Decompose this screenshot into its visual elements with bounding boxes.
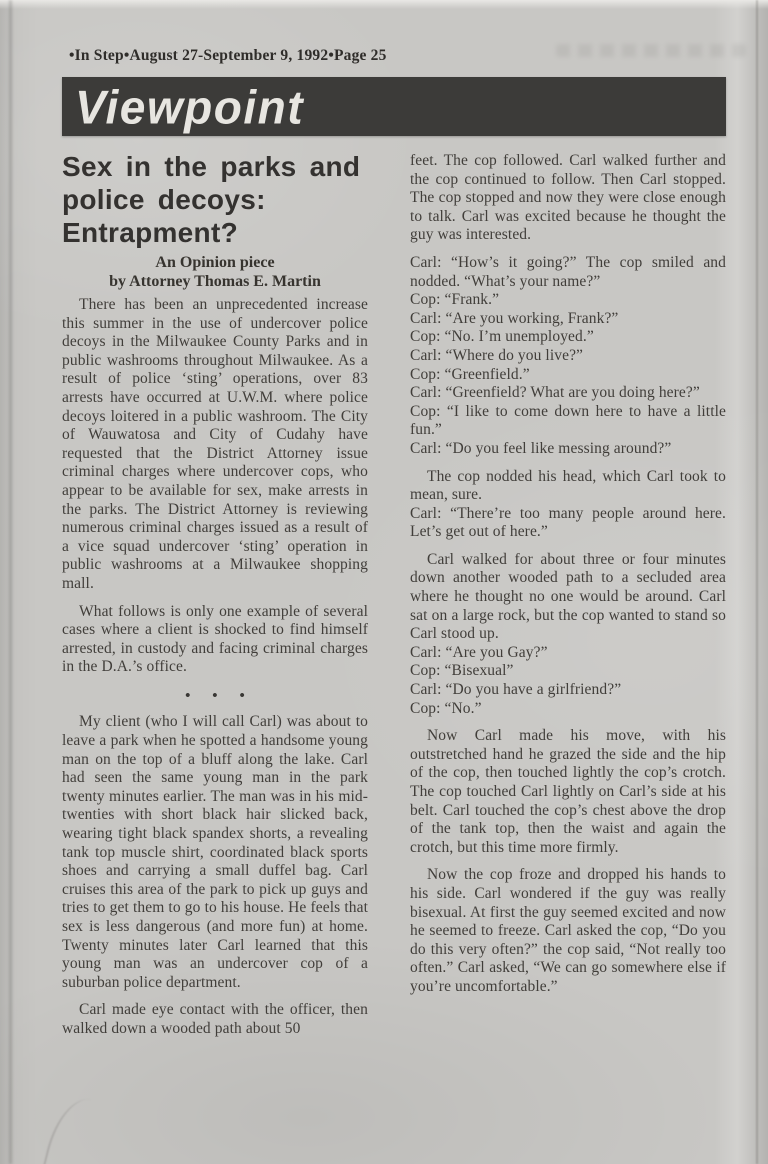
dialogue-line: Cop: “Frank.” bbox=[410, 291, 500, 309]
dialogue-line: Cop: “Greenfield.” bbox=[410, 365, 530, 383]
dialogue-line: Carl: “Do you feel like messing around?” bbox=[410, 439, 672, 457]
left-column bbox=[62, 296, 368, 1039]
right-column bbox=[410, 152, 726, 997]
dialogue-line: Carl: “There’re too many people around here. Let’s get out of here.” bbox=[410, 504, 726, 541]
paper-right-edge-line bbox=[756, 0, 758, 1164]
paragraph: Carl walked for about three or four minutes down another wooded path to a secluded area where he thought no one would be around. Carl sat on a large rock, but the cop wanted to stand so Carl stood up. bbox=[410, 550, 726, 643]
paragraph: My client (who I will call Carl) was about to leave a park when he spotted a handsome young man on the top of a bluff along the lake. Carl had seen the same young man in the park twenty minutes earlier. The man was in his mid-twenties with short black hair slicked back, wearing tight black spandex shorts, a revealing tank top muscle shirt, coordinated black sports shoes and carrying a small duffel bag. Carl cruises this area of the park to pick up guys and tries to get them to go to his house. He feels that sex is less dangerous (and more fun) at home. Twenty minutes later Carl learned that this young man was an undercover cop of a suburban police department. bbox=[62, 713, 368, 991]
section-banner bbox=[62, 77, 726, 136]
paragraph: Now the cop froze and dropped his hands to his side. Carl wondered if the guy was really bisexual. At first the guy seemed excited and now he seemed to freeze. Carl asked the cop, “Do you do this very often?” the cop said, “Not really too often.” Carl asked, “We can go somewhere else if you’re uncomfortable.” bbox=[410, 866, 726, 995]
paragraph-continuation: feet. The cop followed. Carl walked further and the cop continued to follow. Then Carl stopped. The cop stopped and now they were close enough to talk. Carl was excited because he thought the guy was interested. bbox=[410, 152, 726, 244]
headline-line: Entrapment? bbox=[62, 217, 238, 248]
paragraph: Carl made eye contact with the officer, then walked down a wooded path about 50 bbox=[62, 1001, 368, 1037]
dialogue-line: Cop: “I like to come down here to have a little fun.” bbox=[410, 402, 726, 439]
dialogue-line: Carl: “Are you working, Frank?” bbox=[410, 309, 619, 327]
dialogue-line: Carl: “Do you have a girlfriend?” bbox=[410, 681, 622, 699]
paragraph: Now Carl made his move, with his outstretched hand he grazed the side and the hip of the cop, then touched lightly the cop’s crotch. The cop touched Carl lightly on Carl’s side at his belt. Carl touched the cop’s chest above the drop of the tank top, then the waist and again the crotch, but this time more firmly. bbox=[410, 727, 726, 856]
dialogue-line: Carl: “Are you Gay?” bbox=[410, 643, 548, 661]
dialogue-line: Cop: “No.” bbox=[410, 699, 482, 717]
bleed-through-artifact bbox=[556, 44, 746, 57]
article-headline bbox=[62, 150, 386, 249]
paragraph: What follows is only one example of several cases where a client is shocked to find himself arrested, in custody and facing criminal charges in the D.A.’s office. bbox=[62, 602, 368, 676]
dialogue-line: Cop: “No. I’m unemployed.” bbox=[410, 328, 594, 346]
paper-left-fold-line bbox=[9, 0, 12, 1164]
dialogue-line: Carl: “How’s it going?” The cop smiled and nodded. “What’s your name?” bbox=[410, 253, 726, 290]
dialogue-line: Cop: “Bisexual” bbox=[410, 662, 514, 680]
byline-kicker: An Opinion piece bbox=[155, 254, 275, 271]
section-banner-title: Viewpoint bbox=[75, 79, 305, 134]
paragraph: There has been an unprecedented increase this summer in the use of undercover police decoys in the Milwaukee County Parks and in public washrooms throughout Milwaukee. As a result of police ‘sting’ operations, over 83 arrests have occurred at U.W.M. where police decoys loitered in a public washroom. The City of Wauwatosa and City of Cudahy have requested that the District Attorney issue criminal charges where undercover cops, who appear to be available for sex, make arrests in the parks. The District Attorney is reviewing numerous criminal charges issued as a result of a vice squad undercover ‘sting’ operation in public washrooms at a Milwaukee shopping mall. bbox=[62, 296, 368, 592]
headline-line: police decoys: bbox=[62, 184, 266, 215]
byline bbox=[62, 253, 368, 291]
dialogue-line: Carl: “Where do you live?” bbox=[410, 346, 584, 364]
section-divider: • • • bbox=[185, 687, 245, 704]
masthead: •In Step•August 27-September 9, 1992•Page 25 bbox=[69, 47, 387, 64]
paper-top-edge bbox=[0, 0, 768, 9]
scan-crease-artifact bbox=[32, 1092, 121, 1164]
dialogue-line: Carl: “Greenfield? What are you doing here?” bbox=[410, 384, 700, 402]
headline-line: Sex in the parks and bbox=[62, 151, 361, 182]
paragraph: The cop nodded his head, which Carl took to mean, sure. bbox=[410, 467, 726, 504]
byline-author: by Attorney Thomas E. Martin bbox=[109, 273, 321, 290]
